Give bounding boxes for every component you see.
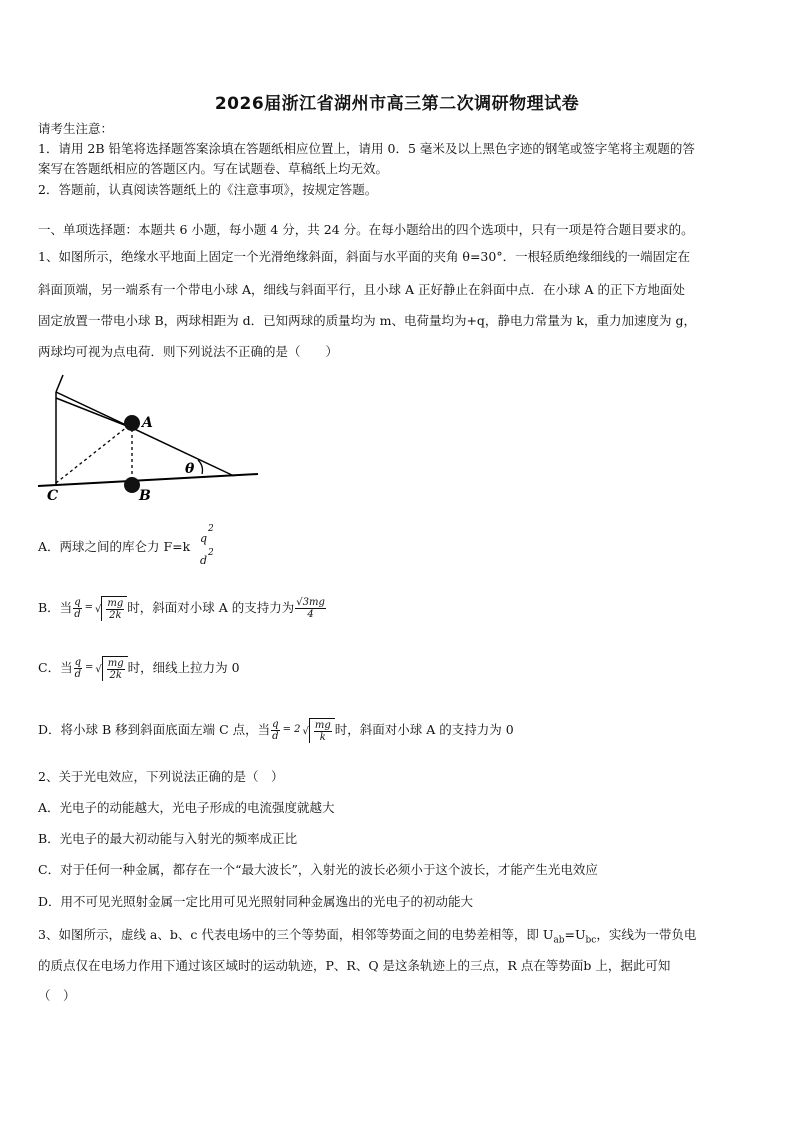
label-c: C [47, 488, 59, 504]
ball-a [124, 415, 140, 431]
label-a: A [142, 415, 153, 431]
ground-line [38, 474, 258, 486]
section-heading: 一、单项选择题：本题共 6 小题，每小题 4 分，共 24 分。在每小题给出的四个选项中，只有一项是符合题目要求的。 [38, 222, 694, 237]
q1-stem-line2: 斜面顶端，另一端系有一个带电小球 A，细线与斜面平行，且小球 A 正好静止在斜面中点．在小球 A 的正下方地面处 [38, 282, 685, 297]
opt-a-sup: 2 [208, 524, 214, 534]
theta-arc [198, 460, 203, 474]
top-mark [56, 375, 63, 392]
notice-item-1: 1．请用 2B 铅笔将选择题答案涂填在答题纸相应位置上，请用 0．5 毫米及以上黑色字迹的钢笔或签字笔将主观题的答 [38, 141, 695, 156]
dashed-ca [56, 423, 132, 483]
q2-stem: 2、关于光电效应，下列说法正确的是（ ） [38, 769, 284, 784]
q1-stem-line1: 1、如图所示，绝缘水平地面上固定一个光滑绝缘斜面，斜面与水平面的夹角 θ=30°．一根轻质绝缘细线的一端固定在 [38, 249, 691, 264]
q3-stem-line1: 3、如图所示，虚线 a、b、c 代表电场中的三个等势面，相邻等势面之间的电势差相等，即 $U_{ab}=U_{bc}$，实线为一带负电 [38, 927, 697, 946]
q2-option-b: B．光电子的最大初动能与入射光的频率成正比 [38, 831, 298, 846]
ball-b [124, 477, 140, 493]
q1-option-c: C．当 $\frac{q}{d}$ = √ $\frac{mg}{2k}$ 时，细线上拉力为 0 [38, 656, 240, 681]
q1-figure [38, 370, 260, 505]
q1-option-a: A．两球之间的库仑力 F=k q 2 d 2 [38, 530, 758, 570]
q3-stem-line3: （ ） [38, 988, 76, 1003]
opt-a-den: d [200, 554, 208, 567]
notice-heading: 请考生注意： [38, 121, 114, 136]
q1-option-b: B．当 $\frac{q}{d}$ = √ $\frac{mg}{2k}$ 时，斜面对小球 A 的支持力为 $\frac{√3mg}{4}$ [38, 596, 325, 621]
q2-option-c: C．对于任何一种金属，都存在一个“最大波长”，入射光的波长必须小于这个波长，才能产生光电效应 [38, 862, 598, 877]
opt-a-num: q [200, 532, 208, 545]
opt-a-sup2: 2 [208, 548, 214, 558]
q3-stem-line2: 的质点仅在电场力作用下通过该区域时的运动轨迹，P、R、Q 是这条轨迹上的三点，R 点在等势面b 上，据此可知 [38, 958, 671, 973]
q1-option-d: D．将小球 B 移到斜面底面左端 C 点，当 $\frac{q}{d}$ = 2 √ $\frac{mg}{k}$ 时，斜面对小球 A 的支持力为 0 [38, 718, 514, 743]
notice-item-2: 2．答题前，认真阅读答题纸上的《注意事项》，按规定答题。 [38, 182, 378, 197]
label-b: B [139, 488, 151, 504]
label-theta: θ [185, 461, 195, 477]
q2-option-d: D．用不可见光照射金属一定比用可见光照射同种金属逸出的光电子的初动能大 [38, 894, 474, 909]
incline-surface [56, 392, 234, 476]
string-line [56, 398, 132, 428]
notice-item-1-cont: 案写在答题纸相应的答题区内。写在试题卷、草稿纸上均无效。 [38, 161, 389, 176]
q2-option-a: A．光电子的动能越大，光电子形成的电流强度就越大 [38, 800, 335, 815]
page-title: 2026届浙江省湖州市高三第二次调研物理试卷 [214, 94, 580, 114]
q1-stem-line3: 固定放置一带电小球 B，两球相距为 d．已知两球的质量均为 m、电荷量均为+q，静电力常量为 k，重力加速度为 g， [38, 313, 696, 328]
q1-stem-line4: 两球均可视为点电荷．则下列说法不正确的是（ ） [38, 344, 339, 359]
